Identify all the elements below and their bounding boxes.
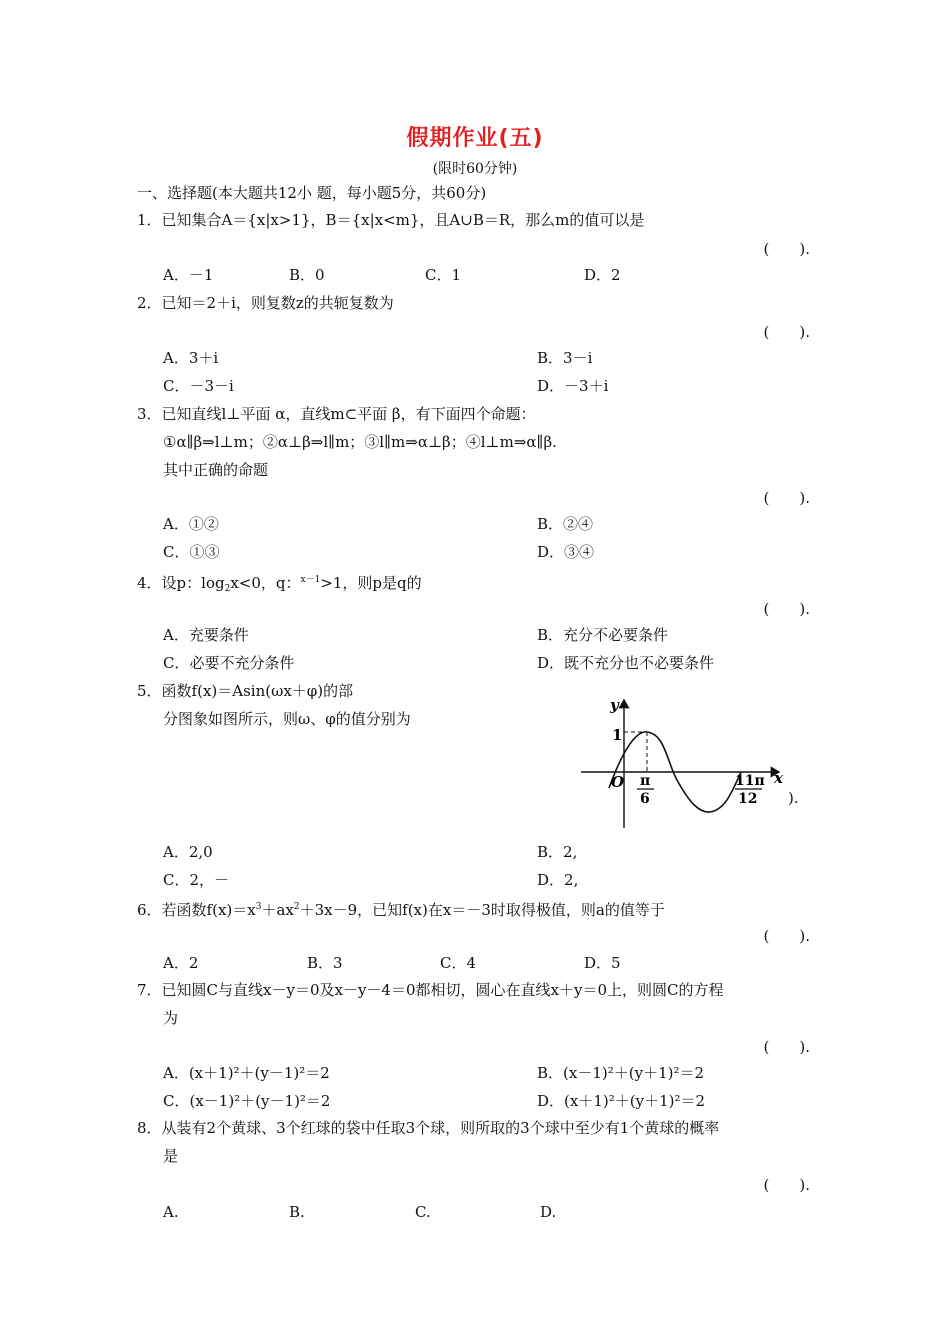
page-title: 假期作业(五) <box>406 126 544 151</box>
q1-option-a: A．－1 <box>163 266 214 284</box>
q7-option-a: A．(x＋1)²＋(y－1)²＝2 <box>163 1064 330 1082</box>
q4-option-d: D．既不充分也不必要条件 <box>537 654 715 672</box>
q7-stem: 7．已知圆C与直线x－y＝0及x－y－4＝0都相切，圆心在直线x＋y＝0上，则圆C的方程 <box>137 981 724 999</box>
q8-option-a: A. <box>163 1203 179 1221</box>
q8-stem: 8．从装有2个黄球、3个红球的袋中任取3个球，则所取的3个球中至少有1个黄球的概率 <box>137 1119 720 1137</box>
q6-option-a: A．2 <box>163 954 199 972</box>
q2-answer-bracket: ( ). <box>763 323 810 341</box>
q4-option-c: C．必要不充分条件 <box>163 654 295 672</box>
q1-option-c: C．1 <box>425 266 462 284</box>
q6-stem: 6．若函数$f(x)=x^3+ax^2+3x-9$，已知f(x)在x＝－3时取得极值，则a的值等于 <box>137 901 665 919</box>
q3-option-a: A．①② <box>163 515 219 533</box>
x-tick-11pi-label: 11π <box>735 773 765 789</box>
x-tick-pi-label: π <box>640 773 651 789</box>
q6-option-c: C．4 <box>440 954 477 972</box>
q4-option-b: B．充分不必要条件 <box>537 626 669 644</box>
q3-stem: 3．已知直线l⊥平面 α，直线m⊂平面 β，有下面四个命题： <box>137 405 536 423</box>
q2-option-b: B．3－i <box>537 349 593 367</box>
q2-option-a: A．3＋i <box>163 349 219 367</box>
q4-stem: 4．设p：$\log_2x<0$，q：$^{x-1}$>1，则p是q的 <box>137 574 422 594</box>
q8-option-d: D. <box>540 1203 557 1221</box>
q8-answer-bracket: ( ). <box>763 1176 810 1194</box>
section-heading: 一、选择题(本大题共12小 题，每小题5分，共60分) <box>137 184 487 202</box>
q5-stem: 5．函数f(x)＝Asin(ωx＋φ)的部 <box>137 682 354 700</box>
x-tick-6-label: 6 <box>640 791 650 807</box>
q7-option-b: B．(x－1)²＋(y＋1)²＝2 <box>537 1064 705 1082</box>
q5-option-a: A．2,0 <box>163 843 213 861</box>
q5-option-c: C．2，－ <box>163 871 230 889</box>
q4-option-a: A．充要条件 <box>163 626 249 644</box>
q3-propositions: ①α∥β⇒l⊥m；②α⊥β⇒l∥m；③l∥m⇒α⊥β；④l⊥m⇒α∥β. <box>163 433 557 451</box>
q3-answer-bracket: ( ). <box>763 489 810 507</box>
q1-option-d: D．2 <box>584 266 621 284</box>
q3-option-b: B．②④ <box>537 515 594 533</box>
q6-option-d: D．5 <box>584 954 621 972</box>
q2-option-c: C．－3－i <box>163 377 234 395</box>
q3-option-c: C．①③ <box>163 543 220 561</box>
y-axis-label: y <box>610 696 619 714</box>
q2-option-d: D．－3＋i <box>537 377 609 395</box>
q3-prompt: 其中正确的命题 <box>163 461 269 479</box>
q1-answer-bracket: ( ). <box>763 240 810 258</box>
x-axis-label: x <box>774 769 783 787</box>
q7-stem-continued: 为 <box>163 1009 179 1027</box>
q5-option-d: D．2, <box>537 871 579 889</box>
q5-answer-bracket-end: ). <box>788 789 799 807</box>
q3-option-d: D．③④ <box>537 543 595 561</box>
q4-answer-bracket: ( ). <box>763 600 810 618</box>
q5-stem-continued: 分图象如图所示，则ω、φ的值分别为 <box>163 710 411 728</box>
origin-label: O <box>611 773 625 791</box>
q6-answer-bracket: ( ). <box>763 927 810 945</box>
q8-option-b: B. <box>289 1203 305 1221</box>
q5-option-b: B．2, <box>537 843 578 861</box>
y-tick-label: 1 <box>612 726 623 744</box>
sine-graph <box>577 690 797 832</box>
q1-stem: 1．已知集合A＝{x|x>1}，B＝{x|x<m}，且A∪B＝R，那么m的值可以是 <box>137 211 645 229</box>
q1-option-b: B．0 <box>289 266 325 284</box>
q7-option-c: C．(x－1)²＋(y－1)²＝2 <box>163 1092 331 1110</box>
q6-option-b: B．3 <box>307 954 343 972</box>
x-tick-12-label: 12 <box>738 791 758 807</box>
q8-stem-continued: 是 <box>163 1147 179 1165</box>
q2-stem: 2．已知＝2＋i，则复数z的共轭复数为 <box>137 294 394 312</box>
q8-option-c: C. <box>415 1203 431 1221</box>
q7-answer-bracket: ( ). <box>763 1038 810 1056</box>
time-limit: (限时60分钟) <box>432 161 518 177</box>
q7-option-d: D．(x＋1)²＋(y＋1)²＝2 <box>537 1092 706 1110</box>
